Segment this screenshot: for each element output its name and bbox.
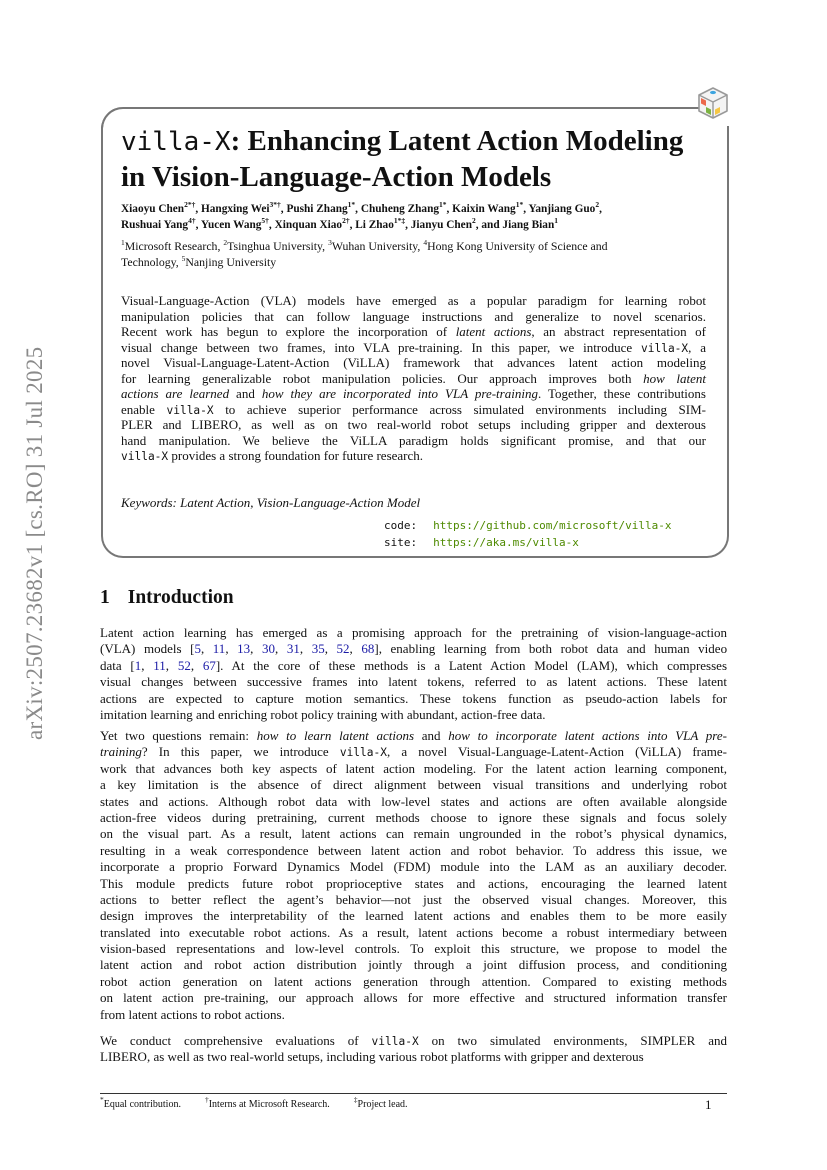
text-span: (VLA) models [ [100,641,195,657]
text-span: , a novel Visual-Language-Latent-Action (ViLLA) frame- [386,744,727,760]
text-line [100,859,727,875]
text-span: LIBERO, as well as two real-world setups, including various robot platforms with gripper and dexterous [100,1049,644,1065]
italic-text: actions are learned [121,386,230,401]
footnote-item [100,1095,193,1110]
italic-text: how to incorporate latent actions into VLA pre- [448,728,727,743]
code-label: code: [384,519,418,532]
text-line [121,371,706,387]
title-line1: : Enhancing Latent Action Modeling [230,125,684,157]
keywords: Keywords: Latent Action, Vision-Language-Action Model [121,495,421,510]
author-affiliation-mark: 1* [439,200,447,209]
text-span: visual change between two frames, into VLA pre-training. In this paper, we introduce [121,339,641,355]
affiliation-name: Microsoft Research, [124,239,224,253]
site-link[interactable]: https://aka.ms/villa-x [433,536,579,549]
author-name: and Jiang Bian [481,219,555,231]
text-span: from latent actions to robot actions. [100,1006,285,1022]
citation-link[interactable]: 52 [336,641,350,657]
text-span: enable [121,401,167,417]
code-name: villa-X [641,341,689,355]
author-affiliation-mark: 2 [471,216,476,225]
text-line [100,925,727,941]
citation-link[interactable]: 52 [177,657,191,673]
author-list [121,201,711,233]
text-line [100,744,727,760]
footnotes [100,1095,432,1110]
text-span: manipulation policies that can follow language instructions and generalize to novel scenarios. [121,308,706,324]
text-line [100,990,727,1006]
text-line [100,876,727,892]
affiliation-name: Tsinghua University, [227,239,329,253]
text-span: to achieve superior performance across simulated environments including SIM- [213,401,707,417]
text-span: , [200,641,213,657]
citation-link[interactable]: 13 [237,641,251,657]
abstract [121,293,706,464]
text-line [100,843,727,859]
citation-link[interactable]: 5 [194,641,201,657]
text-line [121,448,706,464]
author-affiliation-mark: 3*† [269,200,281,209]
text-span: imitation learning and enriching robot policy training with abundant, action-free data. [100,706,546,722]
text-span: Recent work has begun to explore the incorporation of [121,324,456,339]
text-span: ], enabling learning from both robot data and human video [374,641,728,657]
text-span: We conduct comprehensive evaluations of [100,1033,372,1048]
affiliation-name: Hong Kong University of Science and [427,239,608,253]
resource-links [384,517,672,551]
text-line [100,674,727,690]
text-line [121,433,706,449]
footnote-rule [100,1093,727,1094]
text-span: ]. At the core of these methods is a Latent Action Model (LAM), which compresses [215,657,727,673]
text-span: visual changes between successive frames into latent tokens, referred to as latent actions. These latent [100,674,727,690]
text-span: and [229,386,262,401]
text-line [100,957,727,973]
footnote-text: Equal contribution. [103,1099,181,1110]
text-line [121,309,706,325]
text-span: , [250,641,262,657]
text-span: Latent action learning has emerged as a promising approach for the pretraining of vision-language-action [100,625,727,640]
text-line [100,658,727,674]
text-span: This module predicts future robot proprioceptive states and actions, encouraging the learned latent [100,875,727,891]
site-label: site: [384,536,418,549]
italic-text: how to learn latent actions [256,728,415,743]
author-affiliation-mark: 2*† [184,200,196,209]
text-span: on latent action pre-training, our approach allows for more effective and structured information transfer [100,990,727,1006]
citation-link[interactable]: 30 [262,641,275,657]
text-span: actions are expected to capture motion semantics. These tokens function as pseudo-action labels for [100,690,727,706]
text-span: , an abstract representation of [531,324,707,339]
author-name: Li Zhao [355,219,394,231]
text-span: for learning generalizable robot manipulation policies. Our approach improves both [121,370,644,386]
title-mono: villa-X [121,127,231,157]
author-name: Kaixin Wang [452,203,516,215]
cube-logo-icon [696,86,730,120]
page-number: 1 [705,1097,712,1112]
author-name: Xinquan Xiao [274,219,343,231]
affiliation-name: Nanjing University [185,254,277,269]
text-line [100,761,727,777]
code-name: villa-X [371,1035,419,1048]
citation-link[interactable]: 11 [212,641,226,657]
code-name: villa-X [166,403,214,417]
affiliation-name: Wuhan University, [331,239,424,253]
section-heading [100,587,234,609]
author-affiliation-mark: 2† [342,216,350,225]
affiliation-number: 1 [121,238,125,247]
code-name: villa-X [121,450,169,463]
text-span: on two simulated environments, SIMPLER and [418,1033,727,1048]
text-span: and [414,728,449,743]
text-span: hand manipulation. We believe the ViLLA paradigm holds significant promise, and that our [121,432,706,448]
title-line2: in Vision-Language-Action Models [121,161,552,193]
author-name: Rushuai Yang [121,219,189,231]
author-affiliation-mark: 5† [261,216,269,225]
text-span: on the visual part. As a result, latent actions can remain ungrounded in the robot’s physical dynamics, [100,826,727,842]
author-name: Yanjiang Guo [528,203,596,215]
paragraph [100,728,727,1023]
code-name: villa-X [339,746,387,760]
text-span: translated into executable robot actions. As a result, latent actions become a robust intermediary between [100,924,727,940]
footnote-mark: ‡ [353,1095,358,1104]
author-line: Rushuai Yang$^{4\dagger}$, Yucen Wang$^{5\dagger}$, Xinquan Xiao$^{2\dagger}$, Li Zhao$^{1*\ddagger}$, Jianyu Chen$^2$, and Jiang Bian$^1$ [121,216,558,231]
text-span: , [349,641,362,657]
author-name: Xiaoyu Chen [121,203,185,215]
text-line [121,293,706,309]
author-name: Chuheng Zhang [360,203,440,215]
text-span: , [324,641,337,657]
author-affiliation-mark: 1 [554,216,558,225]
affiliation-number: 4 [423,238,428,247]
text-line [100,1049,727,1065]
text-span: states and actions. Although robot data with low-level states and actions are often available alongside [100,793,727,809]
citation-link[interactable]: 67 [202,657,216,673]
paragraph [100,625,727,723]
italic-text: training [100,744,142,760]
text-span: actions to better reflect the agent’s behavior—not just the observed visual changes. Moreover, this [100,891,727,907]
text-span: robot action generation on latent actions generation through attention. Compared to existing methods [100,973,727,989]
text-line [100,707,727,723]
citation-link[interactable]: 35 [311,641,325,657]
text-span: PLER and LIBERO, as well as on two real-world robot setups including gripper and dexterous [121,417,706,432]
text-span: incorporate a proprio Forward Dynamics Model (FDM) module into the LAM as an auxiliary decoder. [100,859,727,875]
section-title: Introduction [127,587,234,608]
author-affiliation-mark: 2 [595,200,600,209]
footnote-item [353,1095,420,1110]
author-name: Yucen Wang [200,219,262,231]
author-affiliation-mark: 1*‡ [393,216,406,225]
text-span: . Together, these contributions [537,386,706,401]
text-span: , [165,657,178,673]
paragraph [100,1033,727,1066]
text-span: novel Visual-Language-Latent-Action (ViLLA) framework that advances latent action modeling [121,355,706,370]
italic-text: how they are incorporated into VLA pre-training [261,386,538,401]
italic-text: latent actions [455,324,532,339]
footnote-item [204,1095,342,1110]
text-span: action-free videos during pretraining, current methods choose to ignore these signals and focus solely [100,809,727,825]
text-span: , a [688,339,706,355]
text-line [100,728,727,744]
text-span: , [190,657,203,673]
footnote-text: Project lead. [357,1099,408,1110]
text-line [100,641,727,657]
footnote-mark: * [100,1095,104,1104]
text-line [121,417,706,433]
text-span: , [299,641,312,657]
author-affiliation-mark: 1* [347,200,356,209]
text-span: ? In this paper, we introduce [141,744,340,760]
author-name: Jianyu Chen [410,219,472,231]
italic-text: how latent [643,370,706,386]
text-line [100,794,727,810]
text-line [100,1033,727,1049]
text-line [100,810,727,826]
affiliation-line [121,239,711,255]
text-span: , [141,657,154,673]
text-span: Yet two questions remain: [100,728,257,743]
citation-link[interactable]: 11 [153,657,166,673]
footnote-mark: † [204,1095,209,1104]
text-line [121,355,706,371]
citation-link[interactable]: 1 [134,657,142,673]
affiliation-line [121,255,711,271]
text-line [100,941,727,957]
text-line [100,625,727,641]
text-line [121,386,706,402]
text-line [121,324,706,340]
section-number: 1 [100,587,110,608]
author-name: Pushi Zhang [286,203,348,215]
text-line [100,691,727,707]
arxiv-identifier-stamp: arXiv:2507.23682v1 [cs.RO] 31 Jul 2025 [22,346,47,740]
affiliation-number: 2 [223,238,228,247]
text-span: , [275,641,287,657]
text-span: latent action and robot action distribution jointly through a joint diffusion process, and conditioning [100,957,727,973]
text-span: design improves the interpretability of the learned latent actions and enables them to be more easily [100,908,727,924]
footnote-text: Interns at Microsoft Research. [208,1099,330,1110]
affiliation-name: Technology, [121,254,182,269]
author-line: Xiaoyu Chen$^{2*\dagger}$, Hangxing Wei$^{3*\dagger}$, Pushi Zhang$^{1*}$, Chuheng Zhang$^{1*}$, Kaixin Wang$^{1*}$, Yanjiang Guo$^2$, [121,200,602,215]
author-affiliation-mark: 4† [188,216,196,225]
text-line [100,826,727,842]
author-affiliation-mark: 1* [515,200,524,209]
affiliation-number: 5 [181,253,186,263]
text-line [100,908,727,924]
text-span: vision-based representations and low-level controls. To exploit this structure, we propose to model the [100,941,727,957]
affiliation-number: 3 [328,238,332,247]
text-span: resulting in a weak correspondence between latent action and robot behavior. To address this issue, we [100,842,727,858]
code-link[interactable]: https://github.com/microsoft/villa-x [433,519,672,532]
text-line [121,402,706,418]
citation-link[interactable]: 31 [286,641,300,657]
affiliations [121,239,711,270]
text-span: a key limitation is the absence of direct alignment between visual transitions and underlying robot [100,777,727,793]
text-line [100,892,727,908]
text-line [100,1007,727,1023]
citation-link[interactable]: 68 [361,641,375,657]
text-line [121,340,706,356]
text-span: Visual-Language-Action (VLA) models have emerged as a popular paradigm for learning robot [121,293,706,308]
text-span: , [225,641,238,657]
author-name: Hangxing Wei [201,203,270,215]
paper-title [121,124,683,195]
text-span: provides a strong foundation for future research. [168,448,424,463]
text-line [100,974,727,990]
text-line [100,777,727,793]
text-span: data [ [100,657,135,673]
text-span: work that advances both key aspects of latent action modeling. For the latent action learning component, [100,760,727,776]
